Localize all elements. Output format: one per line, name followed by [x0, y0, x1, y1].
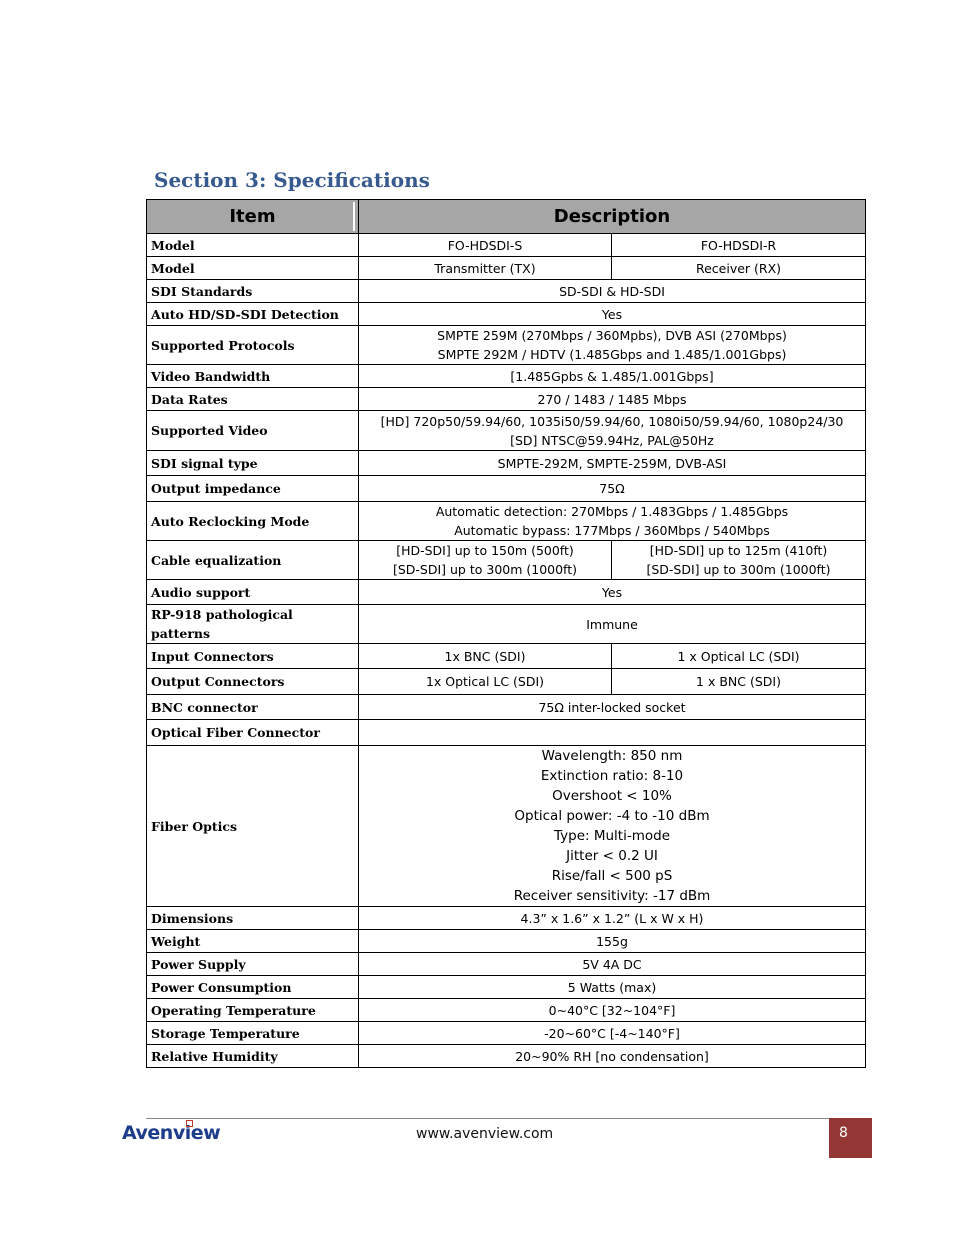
row-value: 20~90% RH [no condensation]	[359, 1045, 866, 1068]
value-line: [SD] NTSC@59.94Hz, PAL@50Hz	[510, 432, 714, 448]
row-value	[359, 502, 866, 541]
row-label: Relative Humidity	[147, 1045, 359, 1068]
logo-mark-icon	[186, 1120, 193, 1127]
row-value: 5 Watts (max)	[359, 976, 866, 999]
row-value-rx: 1 x BNC (SDI)	[612, 669, 866, 695]
value-line: Automatic bypass: 177Mbps / 360Mbps / 540Mbps	[454, 523, 770, 538]
row-value	[359, 746, 866, 907]
value-line: Automatic detection: 270Mbps / 1.483Gbps / 1.485Gbps	[435, 504, 789, 519]
table-row	[147, 502, 866, 541]
value-line: SMPTE 292M / HDTV (1.485Gbps and 1.485/1.001Gbps)	[437, 347, 787, 362]
row-label: Power Consumption	[147, 976, 359, 999]
row-value-tx: FO-HDSDI-S	[359, 234, 612, 257]
row-value: Yes	[359, 303, 866, 326]
table-row	[147, 280, 866, 303]
table-header-row	[147, 200, 866, 234]
header-separator	[353, 202, 355, 231]
row-value-rx: Receiver (RX)	[612, 257, 866, 280]
table-row	[147, 234, 866, 257]
table-row	[147, 1022, 866, 1045]
table-row	[147, 365, 866, 388]
table-row	[147, 695, 866, 720]
row-value	[359, 411, 866, 451]
row-value-tx	[359, 541, 612, 580]
row-value-tx: 1x Optical LC (SDI)	[359, 669, 612, 695]
table-row	[147, 411, 866, 451]
row-value-tx: 1x BNC (SDI)	[359, 644, 612, 669]
page-number: 8	[839, 1125, 848, 1141]
row-value: Yes	[359, 580, 866, 605]
row-value: Immune	[359, 605, 866, 644]
row-label: Optical Fiber Connector	[147, 720, 359, 746]
value-line: [HD-SDI] up to 150m (500ft)	[396, 543, 574, 558]
table-row	[147, 999, 866, 1022]
row-value-tx: Transmitter (TX)	[359, 257, 612, 280]
table-row	[147, 976, 866, 999]
footer-url: www.avenview.com	[416, 1126, 554, 1142]
table-row	[147, 476, 866, 502]
row-value: -20~60°C [-4~140°F]	[359, 1022, 866, 1045]
header-item	[147, 200, 359, 234]
row-label: Output impedance	[147, 476, 359, 502]
row-value: SMPTE-292M, SMPTE-259M, DVB-ASI	[359, 451, 866, 476]
table-row	[147, 541, 866, 580]
table-row	[147, 746, 866, 907]
table-row	[147, 907, 866, 930]
table-row	[147, 451, 866, 476]
row-value: SD-SDI & HD-SDI	[359, 280, 866, 303]
value-line: Optical power: -4 to -10 dBm	[514, 808, 710, 824]
spec-table	[146, 199, 866, 1068]
table-row	[147, 605, 866, 644]
row-label: Storage Temperature	[147, 1022, 359, 1045]
row-label: Auto HD/SD-SDI Detection	[147, 303, 359, 326]
header-description: Description	[359, 200, 866, 234]
value-line: Rise/fall < 500 pS	[551, 868, 673, 884]
value-line: [HD] 720p50/59.94/60, 1035i50/59.94/60, 1080i50/59.94/60, 1080p24/30	[380, 413, 844, 429]
row-value: 5V 4A DC	[359, 953, 866, 976]
row-label: Model	[147, 234, 359, 257]
value-line: Type: Multi-mode	[554, 828, 671, 844]
table-row	[147, 669, 866, 695]
row-label: Input Connectors	[147, 644, 359, 669]
value-line: [SD-SDI] up to 300m (1000ft)	[646, 562, 831, 577]
row-value: 4.3” x 1.6” x 1.2” (L x W x H)	[359, 907, 866, 930]
page-number-box	[829, 1118, 872, 1158]
row-label: SDI Standards	[147, 280, 359, 303]
row-label: Output Connectors	[147, 669, 359, 695]
row-value: 75Ω inter-locked socket	[359, 695, 866, 720]
row-label: Cable equalization	[147, 541, 359, 580]
row-label: Video Bandwidth	[147, 365, 359, 388]
row-label: Power Supply	[147, 953, 359, 976]
value-line: Wavelength: 850 nm	[541, 748, 683, 764]
table-row	[147, 388, 866, 411]
value-line: Receiver sensitivity: -17 dBm	[513, 888, 711, 904]
table-row	[147, 930, 866, 953]
table-row	[147, 644, 866, 669]
row-value-rx: 1 x Optical LC (SDI)	[612, 644, 866, 669]
row-label: Fiber Optics	[147, 746, 359, 907]
value-line: Jitter < 0.2 UI	[566, 848, 658, 864]
avenview-logo	[122, 1122, 220, 1144]
value-line: [SD-SDI] up to 300m (1000ft)	[392, 562, 578, 577]
value-line: [HD-SDI] up to 125m (410ft)	[649, 543, 828, 558]
table-row	[147, 303, 866, 326]
row-value	[359, 326, 866, 365]
row-value-rx	[612, 541, 866, 580]
row-label: Model	[147, 257, 359, 280]
table-row	[147, 953, 866, 976]
row-label: Supported Protocols	[147, 326, 359, 365]
row-label: RP-918 pathological patterns	[147, 605, 359, 644]
section-title: Section 3: Specifications	[154, 168, 430, 192]
row-label: Supported Video	[147, 411, 359, 451]
value-line: Extinction ratio: 8-10	[540, 768, 684, 784]
row-label: Dimensions	[147, 907, 359, 930]
row-label: Weight	[147, 930, 359, 953]
row-label: Audio support	[147, 580, 359, 605]
row-label: BNC connector	[147, 695, 359, 720]
footer-divider	[146, 1118, 830, 1119]
row-label: Data Rates	[147, 388, 359, 411]
table-row	[147, 257, 866, 280]
row-value	[359, 720, 866, 746]
row-label: Auto Reclocking Mode	[147, 502, 359, 541]
logo-text: Avenview	[122, 1122, 221, 1144]
row-label: Operating Temperature	[147, 999, 359, 1022]
table-row	[147, 720, 866, 746]
table-row	[147, 580, 866, 605]
table-row	[147, 326, 866, 365]
row-value: [1.485Gpbs & 1.485/1.001Gbps]	[359, 365, 866, 388]
row-value: 155g	[359, 930, 866, 953]
header-item-label: Item	[229, 206, 276, 227]
row-value: 270 / 1483 / 1485 Mbps	[359, 388, 866, 411]
row-value: 75Ω	[359, 476, 866, 502]
value-line: SMPTE 259M (270Mbps / 360Mpbs), DVB ASI (270Mbps)	[437, 328, 787, 343]
row-label: SDI signal type	[147, 451, 359, 476]
table-row	[147, 1045, 866, 1068]
row-value-rx: FO-HDSDI-R	[612, 234, 866, 257]
value-line: Overshoot < 10%	[552, 788, 672, 804]
row-value: 0~40°C [32~104°F]	[359, 999, 866, 1022]
